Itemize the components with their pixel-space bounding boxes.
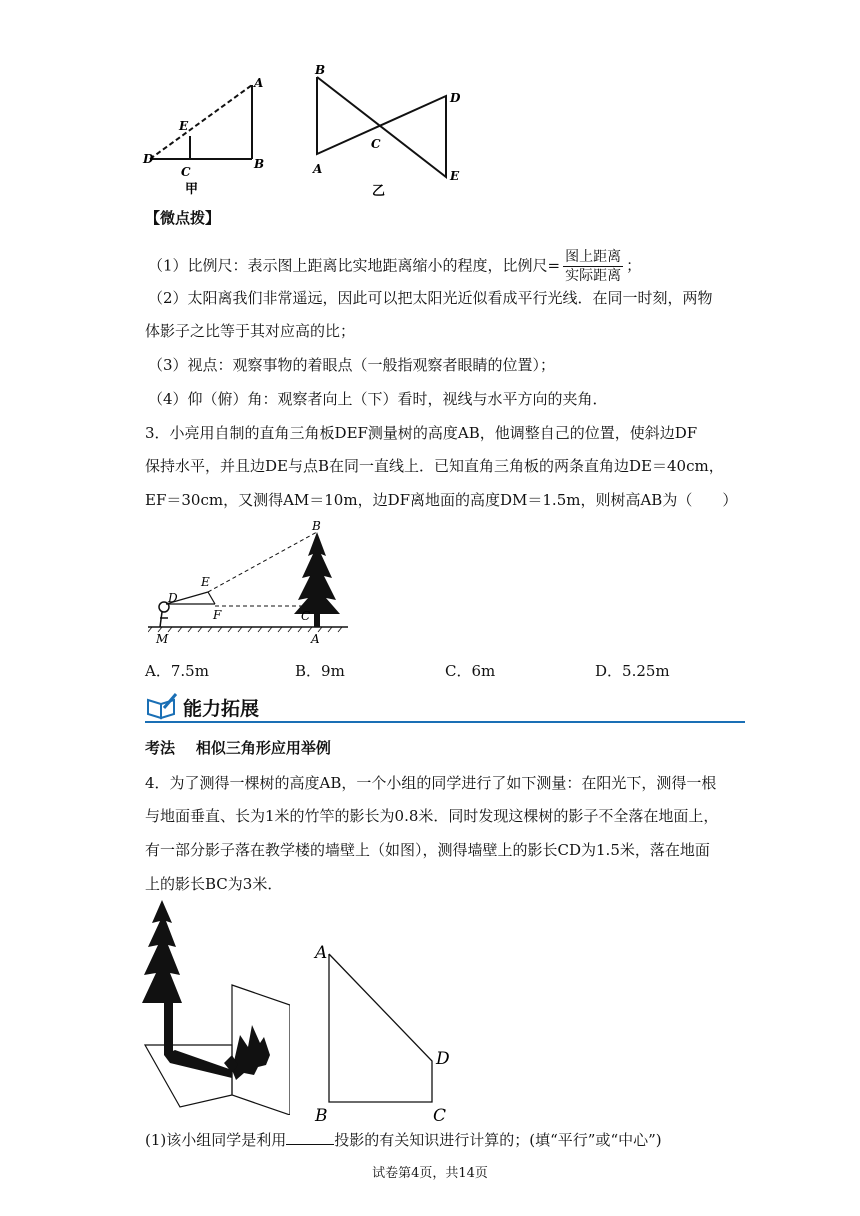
label-a: A <box>311 632 320 646</box>
sub1-prefix: (1)该小组同学是利用 <box>145 1131 287 1149</box>
label-c: C <box>181 165 191 179</box>
label-d: D <box>436 1049 450 1069</box>
label-b: B <box>254 157 265 171</box>
q3-option-b[interactable]: B．9m <box>295 662 345 680</box>
q3-option-d[interactable]: D．5.25m <box>595 662 670 680</box>
q4-figure <box>312 938 462 1128</box>
fraction-numerator: 图上距离 <box>565 249 622 265</box>
answer-blank[interactable] <box>286 1130 334 1145</box>
label-b: B <box>312 519 321 533</box>
label-e: E <box>450 169 460 183</box>
figure-jia <box>140 70 270 200</box>
section-title: 能力拓展 <box>183 698 260 720</box>
label-a: A <box>254 76 264 90</box>
label-a: A <box>315 943 328 963</box>
kaofa-label: 考法 <box>145 739 176 757</box>
label-e: E <box>201 575 210 589</box>
tip-item-1-prefix: （1）比例尺：表示图上距离比实地距离缩小的程度，比例尺= <box>148 256 561 275</box>
q3-line-1: 3．小亮用自制的直角三角板DEF测量树的高度AB，他调整自己的位置，使斜边DF <box>145 424 698 442</box>
label-f: F <box>213 608 222 622</box>
figure-caption: 乙 <box>372 184 386 199</box>
page-footer: 试卷第4页，共14页 <box>372 1166 488 1181</box>
q4-line-3: 有一部分影子落在教学楼的墙壁上（如图），测得墙壁上的影长CD为1.5米，落在地面 <box>145 841 710 859</box>
tip-item-1 <box>148 248 641 285</box>
q3-line-2: 保持水平，并且边DE与点B在同一直线上．已知直角三角板的两条直角边DE＝40cm， <box>145 457 724 475</box>
scale-fraction <box>563 248 623 285</box>
label-m: M <box>156 632 169 646</box>
tree-shadow-illustration <box>140 895 290 1115</box>
label-d: D <box>168 591 178 605</box>
label-c: C <box>301 609 311 623</box>
label-b: B <box>315 63 326 77</box>
label-e: E <box>179 119 189 133</box>
q4-subquestion-1 <box>145 1130 662 1150</box>
section-underline <box>145 721 745 723</box>
tip-item-1-suffix: ； <box>626 256 642 275</box>
q3-figure <box>148 518 358 648</box>
q3-option-a[interactable]: A．7.5m <box>145 662 209 680</box>
q3-option-c[interactable]: C．6m <box>445 662 496 680</box>
label-d: D <box>143 152 154 166</box>
q4-line-2: 与地面垂直、长为1米的竹竿的影长为0.8米．同时发现这棵树的影子不全落在地面上， <box>145 807 719 825</box>
label-a: A <box>313 162 323 176</box>
q3-line-3: EF＝30cm，又测得AM＝10m，边DF离地面的高度DM＝1.5m，则树高AB为（ ） <box>145 491 738 509</box>
tip-item-2-line-1: （2）太阳离我们非常遥远，因此可以把太阳光近似看成平行光线．在同一时刻，两物 <box>148 289 713 307</box>
label-c: C <box>433 1106 447 1126</box>
figure-yi <box>305 62 475 202</box>
label-d: D <box>450 91 461 105</box>
q4-line-1: 4．为了测得一棵树的高度AB，一个小组的同学进行了如下测量：在阳光下，测得一根 <box>145 774 717 792</box>
sub1-suffix: 投影的有关知识进行计算的；(填“平行”或“中心”) <box>334 1131 662 1149</box>
kaofa-heading <box>145 738 331 758</box>
fraction-denominator: 实际距离 <box>565 268 622 284</box>
tip-item-3: （3）视点：观察事物的着眼点（一般指观察者眼睛的位置）； <box>148 356 556 374</box>
figure-caption: 甲 <box>185 182 199 197</box>
kaofa-title: 相似三角形应用举例 <box>195 739 331 757</box>
book-pen-icon <box>145 692 179 720</box>
tip-item-2-line-2: 体影子之比等于其对应高的比； <box>145 322 356 340</box>
q4-line-4: 上的影长BC为3米． <box>145 875 283 893</box>
label-c: C <box>371 137 381 151</box>
tips-heading: 【微点拨】 <box>145 209 221 227</box>
tip-item-4: （4）仰（俯）角：观察者向上（下）看时，视线与水平方向的夹角． <box>148 390 608 408</box>
section-header <box>145 690 745 724</box>
label-b: B <box>315 1106 328 1126</box>
